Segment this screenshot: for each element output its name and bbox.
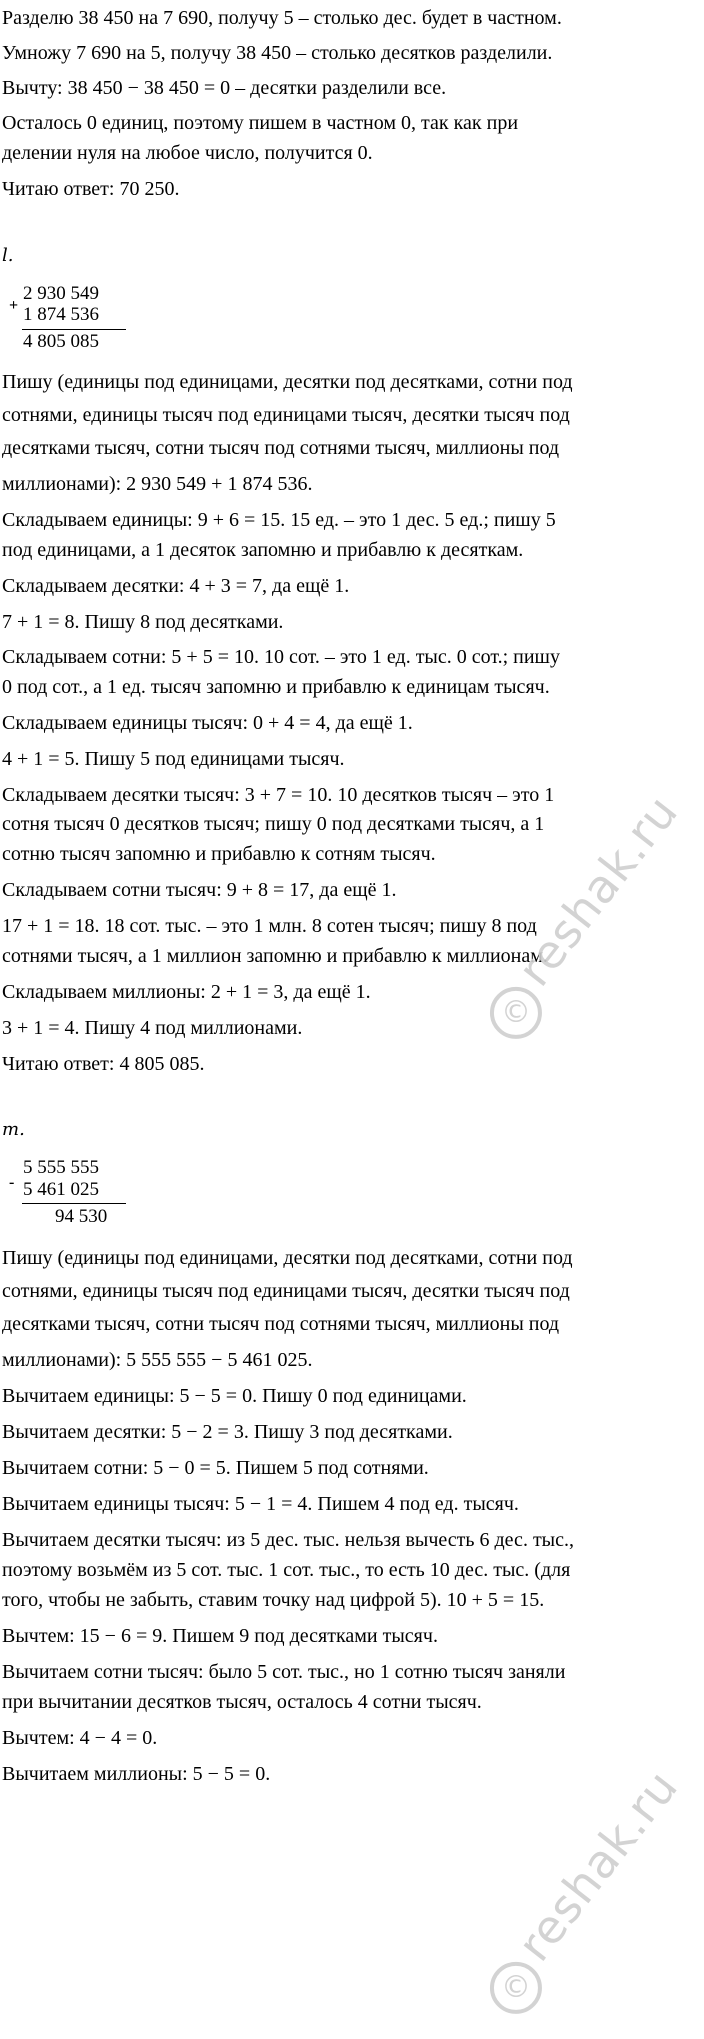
text-line: десятками тысяч, сотни тысяч под сотнями тысяч, миллионы под xyxy=(2,1313,560,1335)
text-line: 7 + 1 = 8. Пишу 8 под десятками. xyxy=(2,611,284,633)
copyright-icon: © xyxy=(490,1962,542,2014)
column-bottom-number: 5 461 025 xyxy=(23,1179,99,1200)
text-line: десятками тысяч, сотни тысяч под сотнями тысяч, миллионы под xyxy=(2,437,560,459)
text-line: под единицами, а 1 десяток запомню и прибавлю к десяткам. xyxy=(2,539,524,561)
text-line: Складываем миллионы: 2 + 1 = 3, да ещё 1. xyxy=(2,981,371,1003)
text-line: 17 + 1 = 18. 18 сот. тыс. – это 1 млн. 8 сотен тысяч; пишу 8 под xyxy=(2,915,537,937)
copyright-icon: © xyxy=(490,987,542,1039)
text-line: Вычитаем миллионы: 5 − 5 = 0. xyxy=(2,1763,271,1785)
text-line: Вычитаем сотни тысяч: было 5 сот. тыс., но 1 сотню тысяч заняли xyxy=(2,1661,566,1683)
text-line: Вычту: 38 450 − 38 450 = 0 – десятки разделили все. xyxy=(2,77,447,99)
text-line: Разделю 38 450 на 7 690, получу 5 – столько дес. будет в частном. xyxy=(2,7,562,29)
text-line: поэтому возьмём из 5 сот. тыс. 1 сот. тыс., то есть 10 дес. тыс. (для xyxy=(2,1559,571,1581)
watermark-text: reshak.ru xyxy=(506,1759,689,1971)
text-line: Складываем сотни тысяч: 9 + 8 = 17, да ещё 1. xyxy=(2,879,397,901)
column-result: 4 805 085 xyxy=(23,331,99,352)
text-line: 4 + 1 = 5. Пишу 5 под единицами тысяч. xyxy=(2,748,345,770)
text-line: миллионами): 2 930 549 + 1 874 536. xyxy=(2,473,313,495)
section-label: m. xyxy=(2,1119,25,1140)
column-result: 94 530 xyxy=(55,1206,108,1227)
text-line: сотнями, единицы тысяч под единицами тысяч, десятки тысяч под xyxy=(2,1280,570,1302)
text-line: 3 + 1 = 4. Пишу 4 под миллионами. xyxy=(2,1017,303,1039)
watermark xyxy=(470,1760,696,2024)
text-line: Складываем десятки: 4 + 3 = 7, да ещё 1. xyxy=(2,575,350,597)
text-line: Складываем сотни: 5 + 5 = 10. 10 сот. – это 1 ед. тыс. 0 сот.; пишу xyxy=(2,646,560,668)
minus-sign: - xyxy=(9,1174,15,1191)
text-line: Пишу (единицы под единицами, десятки под десятками, сотни под xyxy=(2,371,573,393)
text-line: сотню тысяч запомню и прибавлю к сотням тысяч. xyxy=(2,843,436,865)
text-line: Вычитаем единицы тысяч: 5 − 1 = 4. Пишем 4 под ед. тысяч. xyxy=(2,1493,519,1515)
text-line: Пишу (единицы под единицами, десятки под десятками, сотни под xyxy=(2,1247,573,1269)
text-line: сотнями тысяч, а 1 миллион запомню и прибавлю к миллионам. xyxy=(2,945,548,967)
plus-sign: + xyxy=(9,297,19,314)
column-bottom-number: 1 874 536 xyxy=(23,304,99,325)
text-line: того, чтобы не забыть, ставим точку над цифрой 5). 10 + 5 = 15. xyxy=(2,1589,545,1611)
text-line: Вычтем: 4 − 4 = 0. xyxy=(2,1727,158,1749)
column-top-number: 5 555 555 xyxy=(23,1157,99,1178)
text-line: Складываем десятки тысяч: 3 + 7 = 10. 10 десятков тысяч – это 1 xyxy=(2,784,555,806)
text-line: Складываем единицы тысяч: 0 + 4 = 4, да ещё 1. xyxy=(2,712,413,734)
text-line: Читаю ответ: 70 250. xyxy=(2,178,180,200)
section-label: l. xyxy=(2,245,14,266)
text-line: Читаю ответ: 4 805 085. xyxy=(2,1053,205,1075)
text-line: делении нуля на любое число, получится 0. xyxy=(2,142,373,164)
text-line: Вычитаем сотни: 5 − 0 = 5. Пишем 5 под сотнями. xyxy=(2,1457,429,1479)
text-line: 0 под сот., а 1 ед. тысяч запомню и прибавлю к единицам тысяч. xyxy=(2,676,550,698)
text-line: при вычитании десятков тысяч, осталось 4 сотни тысяч. xyxy=(2,1691,482,1713)
text-line: Умножу 7 690 на 5, получу 38 450 – столько десятков разделили. xyxy=(2,42,553,64)
text-line: Осталось 0 единиц, поэтому пишем в частном 0, так как при xyxy=(2,112,519,134)
column-rule xyxy=(22,1203,126,1204)
text-line: Складываем единицы: 9 + 6 = 15. 15 ед. – это 1 дес. 5 ед.; пишу 5 xyxy=(2,509,556,531)
text-line: сотня тысяч 0 десятков тысяч; пишу 0 под десятками тысяч, а 1 xyxy=(2,813,545,835)
text-line: миллионами): 5 555 555 − 5 461 025. xyxy=(2,1349,313,1371)
watermark-text: reshak.ru xyxy=(506,784,689,996)
text-line: Вычитаем десятки: 5 − 2 = 3. Пишу 3 под десятками. xyxy=(2,1421,453,1443)
text-line: Вычитаем десятки тысяч: из 5 дес. тыс. нельзя вычесть 6 дес. тыс., xyxy=(2,1529,574,1551)
text-line: Вычитаем единицы: 5 − 5 = 0. Пишу 0 под единицами. xyxy=(2,1385,467,1407)
text-line: Вычтем: 15 − 6 = 9. Пишем 9 под десятками тысяч. xyxy=(2,1625,438,1647)
text-line: сотнями, единицы тысяч под единицами тысяч, десятки тысяч под xyxy=(2,404,570,426)
column-top-number: 2 930 549 xyxy=(23,283,99,304)
